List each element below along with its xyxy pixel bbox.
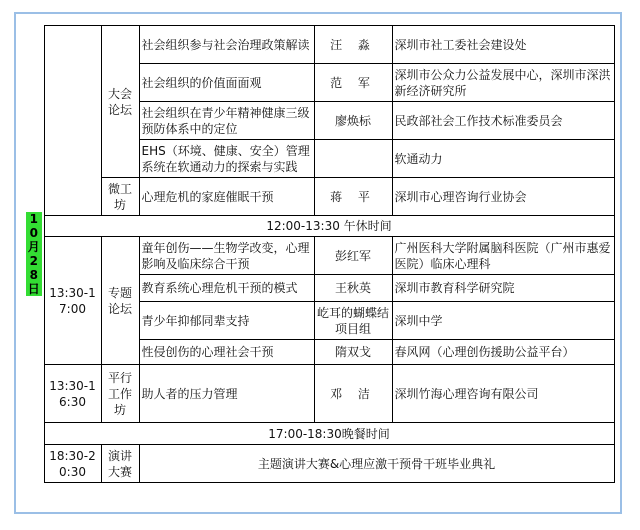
speaker-cell: 廖焕标	[314, 102, 392, 140]
topic-cell: 心理危机的家庭催眠干预	[139, 178, 314, 216]
schedule-table	[24, 25, 615, 483]
speaker-cell: 范 军	[314, 64, 392, 102]
schedule-wrapper	[24, 25, 615, 483]
topic-cell: 助人者的压力管理	[139, 365, 314, 423]
table-row	[24, 445, 614, 483]
org-cell: 深圳市公众力公益发展中心，深圳市深洪新经济研究所	[392, 64, 614, 102]
org-cell: 广州医科大学附属脑科医院（广州市惠爱医院）临床心理科	[392, 237, 614, 275]
speech-time-cell: 18:30-20:30	[44, 445, 101, 483]
topic-cell: 性侵创伤的心理社会干预	[139, 340, 314, 365]
special-time-cell: 13:30-17:00	[44, 237, 101, 365]
speaker-cell: 王秋英	[314, 275, 392, 302]
org-cell: 民政部社会工作技术标准委员会	[392, 102, 614, 140]
org-cell: 深圳市教育科学研究院	[392, 275, 614, 302]
page-frame	[14, 12, 622, 514]
forum-type-cell: 大会论坛	[101, 26, 139, 178]
topic-cell: 青少年抑郁同辈支持	[139, 302, 314, 340]
topic-cell: 社会组织在青少年精神健康三级预防体系中的定位	[139, 102, 314, 140]
table-row	[24, 26, 614, 64]
workshop-type-cell: 微工坊	[101, 178, 139, 216]
topic-cell: EHS（环境、健康、安全）管理系统在软通动力的探索与实践	[139, 140, 314, 178]
speaker-cell: 屹耳的蝴蝶结项目组	[314, 302, 392, 340]
topic-cell: 童年创伤——生物学改变，心理影响及临床综合干预	[139, 237, 314, 275]
table-row	[24, 365, 614, 423]
table-row	[24, 178, 614, 216]
speech-content-cell: 主题演讲大赛&心理应激干预骨干班毕业典礼	[139, 445, 614, 483]
dinner-break-cell: 17:00-18:30晚餐时间	[44, 423, 614, 445]
speaker-cell: 隋双戈	[314, 340, 392, 365]
table-row	[24, 237, 614, 275]
forum-time-cell	[44, 26, 101, 216]
org-cell: 深圳市社工委社会建设处	[392, 26, 614, 64]
org-cell: 深圳市心理咨询行业协会	[392, 178, 614, 216]
org-cell: 深圳中学	[392, 302, 614, 340]
org-cell: 软通动力	[392, 140, 614, 178]
topic-cell: 社会组织参与社会治理政策解读	[139, 26, 314, 64]
speaker-cell: 邓 洁	[314, 365, 392, 423]
date-cell	[24, 26, 44, 483]
table-row	[24, 423, 614, 445]
speaker-cell	[314, 140, 392, 178]
speaker-cell: 汪 淼	[314, 26, 392, 64]
table-row	[24, 216, 614, 237]
topic-cell: 社会组织的价值面面观	[139, 64, 314, 102]
org-cell: 深圳竹海心理咨询有限公司	[392, 365, 614, 423]
date-badge: 10月28日	[27, 211, 40, 296]
lunch-break-cell: 12:00-13:30 午休时间	[44, 216, 614, 237]
parallel-time-cell: 13:30-16:30	[44, 365, 101, 423]
parallel-type-cell: 平行工作坊	[101, 365, 139, 423]
org-cell: 春风网（心理创伤援助公益平台）	[392, 340, 614, 365]
speech-type-cell: 演讲大赛	[101, 445, 139, 483]
speaker-cell: 彭红军	[314, 237, 392, 275]
speaker-cell: 蒋 平	[314, 178, 392, 216]
topic-cell: 教育系统心理危机干预的模式	[139, 275, 314, 302]
special-type-cell: 专题论坛	[101, 237, 139, 365]
